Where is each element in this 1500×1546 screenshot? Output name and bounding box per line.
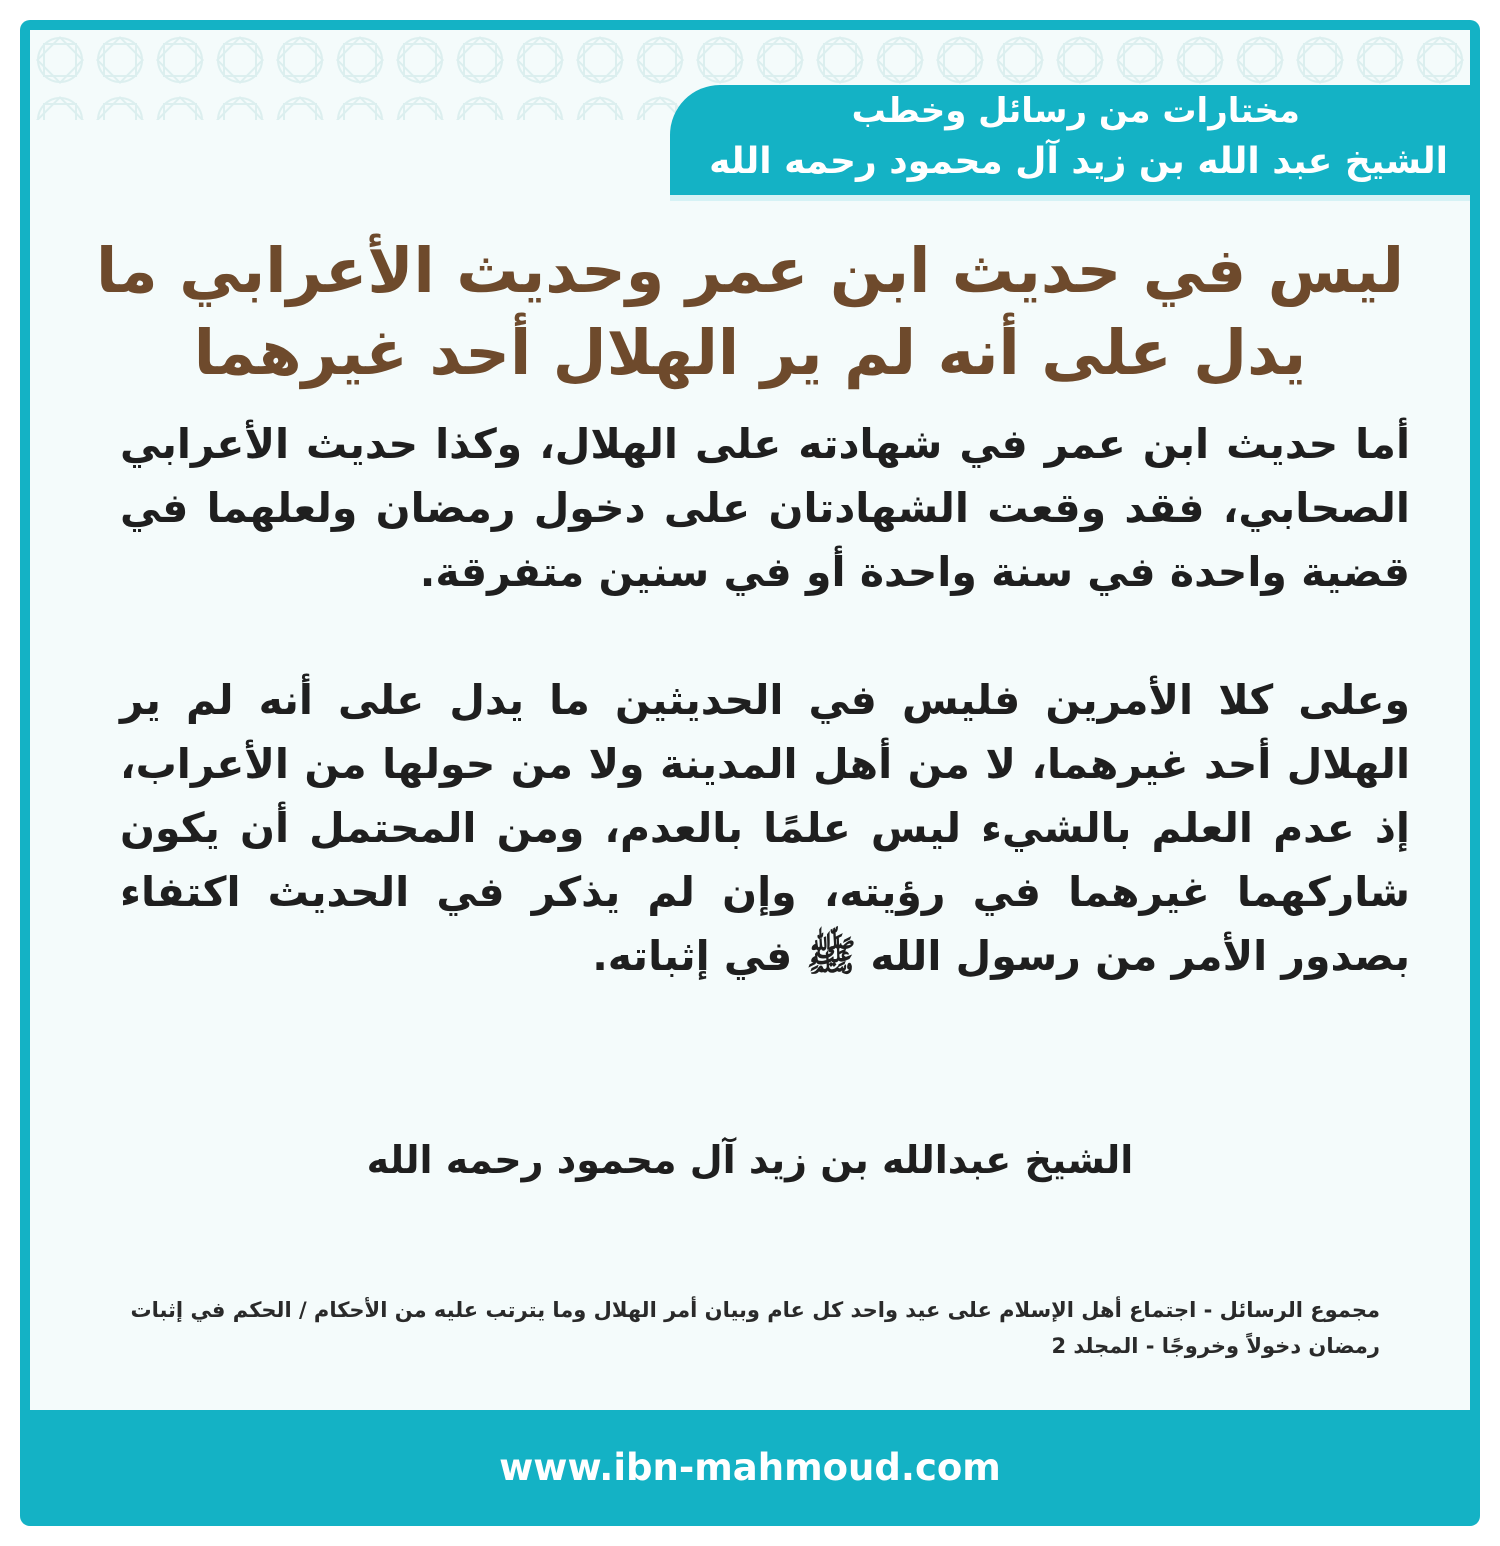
paragraph-2: وعلى كلا الأمرين فليس في الحديثين ما يدل على أنه لم ير الهلال أحد غيرهما، لا من أهل المدينة ولا من حولها من الأعراب، إذ عدم العلم بالشيء ليس علمًا بالعدم، ومن المحتمل أن يكون شاركهما غيرهما في رؤيته، وإن لم يذكر في الحديث اكتفاء بصدور الأمر من رسول الله ﷺ في إثباته.: [120, 676, 1410, 980]
website-link[interactable]: www.ibn-mahmoud.com: [499, 1446, 1001, 1489]
content-panel: [30, 30, 1470, 1410]
header-author-name: الشيخ عبد الله بن زيد آل محمود رحمه الله: [709, 141, 1448, 182]
author-signature: الشيخ عبدالله بن زيد آل محمود رحمه الله: [366, 1138, 1134, 1182]
source-citation: مجموع الرسائل - اجتماع أهل الإسلام على عيد واحد كل عام وبيان أمر الهلال وما يترتب عليه من الأحكام / الحكم في إثبات رمضان دخولاً وخروجًا - المجلد 2: [130, 1298, 1380, 1358]
header-series-title: مختارات من رسائل وخطب: [851, 91, 1300, 131]
paragraph-1: أما حديث ابن عمر في شهادته على الهلال، وكذا حديث الأعرابي الصحابي، فقد وقعت الشهادتان على دخول رمضان ولعلهما في قضية واحدة في سنة واحدة أو في سنين متفرقة.: [120, 420, 1410, 596]
header-banner: [670, 85, 1470, 195]
article-title: ليس في حديث ابن عمر وحديث الأعرابي ما يدل على أنه لم ير الهلال أحد غيرهما: [95, 234, 1405, 389]
article-body: [120, 412, 1410, 988]
post-card: [20, 20, 1480, 1526]
